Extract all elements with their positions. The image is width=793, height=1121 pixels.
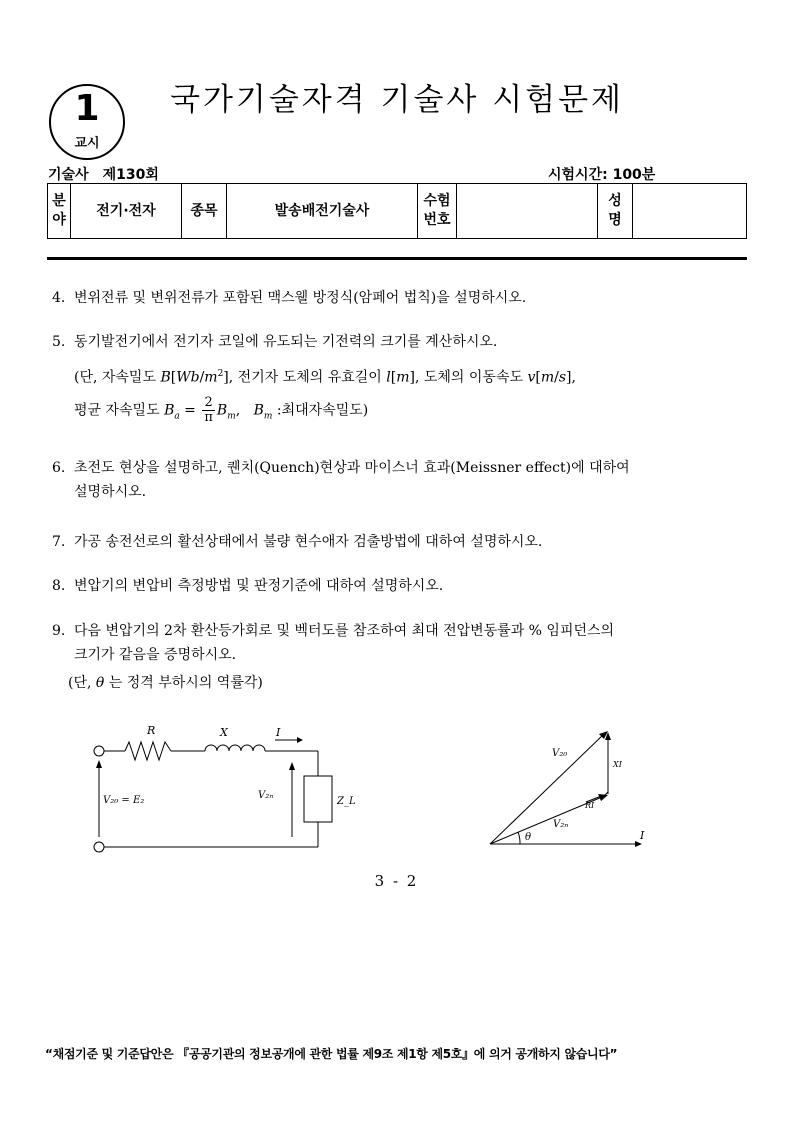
label-vector-RI: RI [585, 801, 595, 810]
session-badge [49, 84, 125, 160]
question-9: 9. 다음 변압기의 2차 환산등가회로 및 벡터도를 참조하여 최대 전압변동률과 % 임피던스의 크기가 같음을 증명하시오. (단, θ 는 정격 부하시의 역률각) [52, 623, 615, 691]
resistor-R [125, 742, 171, 760]
label-vector-I: I [640, 829, 645, 842]
exam-time [548, 164, 655, 184]
label-vector-theta: θ [525, 832, 532, 843]
field-label: 분 야 [48, 184, 71, 239]
question-6: 6. 초전도 현상을 설명하고, 퀜치(Quench)현상과 마이스너 효과(Meissner effect)에 대하여 설명하시오. [52, 460, 630, 500]
load-ZL [304, 776, 332, 822]
label-vector-V2n: V₂ₙ [553, 819, 569, 830]
label-X: X [220, 726, 228, 739]
page-title: 국가기술자격 기술사 시험문제 [170, 82, 625, 118]
label-ZL: Z_L [337, 796, 356, 807]
terminal-bottom [94, 842, 104, 852]
question-4: 4. 변위전류 및 변위전류가 포함된 맥스웰 방정식(암페어 법칙)을 설명하시오. [52, 290, 527, 306]
name-label: 성 명 [598, 184, 633, 239]
label-I: I [276, 726, 281, 739]
label-vector-XI: XI [613, 760, 622, 769]
header-divider [47, 257, 747, 260]
exam-round: 제130회 [102, 167, 159, 183]
session-number: 1 [74, 88, 100, 129]
field-value: 전기·전자 [71, 184, 182, 239]
exam-time-label: 시험시간: [548, 167, 608, 183]
type-value: 발송배전기술사 [227, 184, 418, 239]
label-V20: V₂₀ = E₂ [103, 795, 145, 806]
exam-number-value [457, 184, 598, 239]
inductor-X [205, 745, 265, 751]
exam-info-table [47, 183, 747, 239]
equivalent-circuit-diagram [85, 720, 356, 860]
current-arrow [297, 737, 303, 743]
exam-time-value: 100분 [612, 167, 656, 183]
question-8: 8. 변압기의 변압비 측정방법 및 판정기준에 대하여 설명하시오. [52, 578, 444, 594]
vector-diagram [480, 722, 660, 852]
name-value [633, 184, 747, 239]
question-5: 5. 동기발전기에서 전기자 코일에 유도되는 기전력의 크기를 계산하시오. (단, 자속밀도 $B[Wb/m^2]$, 전기자 도체의 유효길이 l[m], 도체의 이동속도 v[m/s], 평균 자속밀도 $B_a$ = $\frac{2}{\pi}$ $B_m$, $B_m$ :최대자속밀도) [52, 334, 576, 425]
theta-arc [518, 832, 520, 844]
exam-number-label: 수험 번호 [418, 184, 457, 239]
page-number: 3 - 2 [374, 872, 419, 890]
type-label: 종목 [182, 184, 227, 239]
exam-session [48, 164, 159, 184]
footer-notice: “채점기준 및 기준답안은 『공공기관의 정보공개에 관한 법률 제9조 제1항 제5호』에 의거 공개하지 않습니다” [45, 1047, 618, 1061]
terminal-top [94, 746, 104, 756]
vector-V20 [490, 734, 604, 844]
exam-category: 기술사 [48, 167, 89, 183]
session-label: 교시 [74, 136, 100, 151]
label-V2n: V₂ₙ [258, 790, 274, 801]
label-R: R [147, 724, 156, 737]
question-7: 7. 가공 송전선로의 활선상태에서 불량 현수애자 검출방법에 대하여 설명하시오. [52, 534, 543, 550]
label-vector-V20: V₂₀ [552, 748, 568, 759]
